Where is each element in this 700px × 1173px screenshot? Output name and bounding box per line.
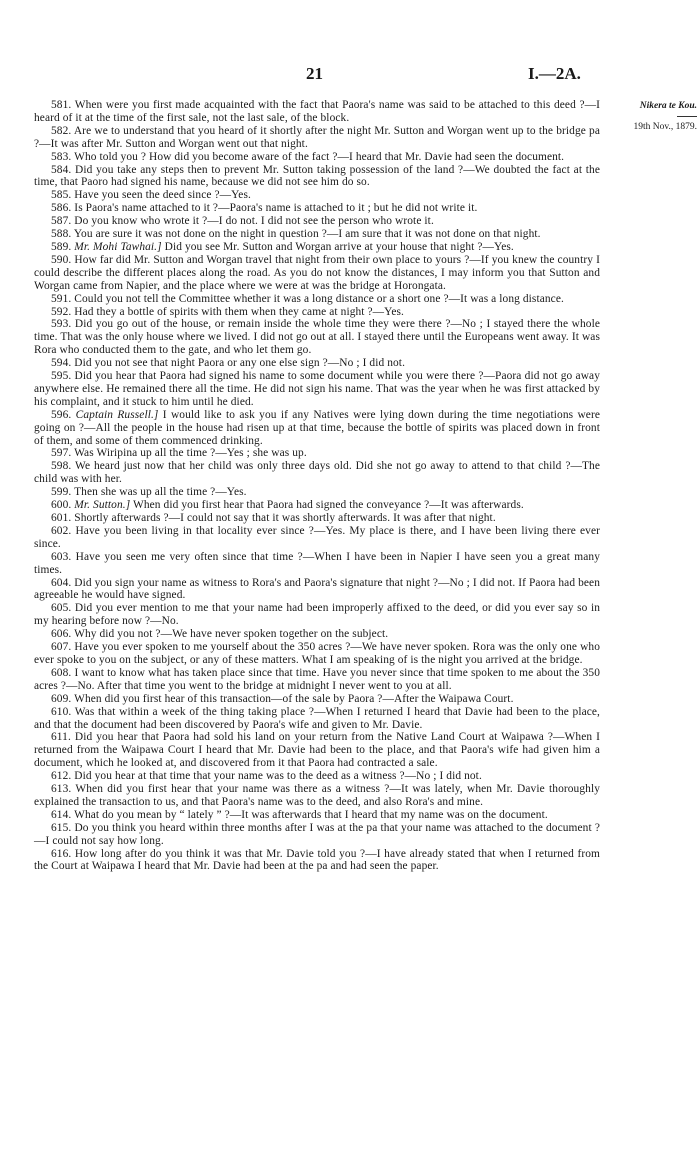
question-answer-text: Is Paora's name attached to it ?—Paora's name is attached to it ; but he did not write it. [74, 202, 478, 215]
margin-rule [677, 116, 697, 117]
testimony-paragraph [34, 577, 600, 603]
question-number: 612. [51, 770, 72, 783]
question-answer-text: When did you first hear of this transaction—of the sale by Paora ?—After the Waipawa Court. [74, 692, 514, 705]
testimony-date: 19th Nov., 1879. [633, 122, 697, 132]
testimony-paragraph [34, 99, 600, 125]
question-number: 613. [51, 783, 72, 796]
testimony-paragraph [34, 306, 600, 319]
question-number: 582. [51, 124, 72, 137]
testimony-paragraph [34, 809, 600, 822]
question-number: 606. [51, 628, 72, 641]
question-number: 607. [51, 641, 72, 654]
question-answer-text: Did you sign your name as witness to Rora's and Paora's signature that night ?—No ; I did not. If Paora had been agreeable he would have signed. [34, 576, 600, 602]
question-answer-text: Do you think you heard within three months after I was at the pa that your name was attached to the document ?—I could not say how long. [34, 821, 600, 847]
question-answer-text: When were you first made acquainted with the fact that Paora's name was said to be attached to this deed ?—I heard of it at the time of the first sale, not the last sale, of the block. [34, 99, 601, 124]
witness-name: Nikera te Kou. [639, 101, 697, 111]
question-number: 588. [51, 228, 72, 241]
testimony-paragraph [34, 318, 600, 357]
question-answer-text: I would like to ask you if any Natives were lying down during the time negotiations were going on ?—All the people in the house had risen up at that time, because the bottle of spirits was placed down in front of them, and some of them commenced drinking. [34, 408, 601, 447]
testimony-paragraph [34, 512, 600, 525]
testimony-paragraph [34, 641, 600, 667]
question-number: 593. [51, 318, 72, 331]
question-answer-text: What do you mean by “ lately ” ?—It was afterwards that I heard that my name was on the document. [74, 808, 548, 821]
testimony-paragraph [34, 706, 600, 732]
margin-note [605, 100, 697, 133]
testimony-paragraph [34, 460, 600, 486]
question-number: 589. [51, 240, 72, 253]
question-number: 615. [51, 821, 72, 834]
question-number: 592. [51, 305, 72, 318]
testimony-paragraph [34, 189, 600, 202]
testimony-paragraph [34, 693, 600, 706]
question-answer-text: Did you hear that Paora had sold his land on your return from the Native Land Court at Waipawa ?—When I returned from the Waipawa Court I heard that Mr. Davie had been to the place, and that Paora's wife had given him a document, which he looked at, and discovered from it that Paora had contracted a sale. [34, 731, 600, 770]
speaker-label: Mr. Mohi Tawhai.] [74, 240, 162, 253]
speaker-label: Captain Russell.] [75, 408, 159, 421]
question-number: 601. [51, 512, 72, 524]
question-number: 616. [51, 847, 72, 860]
testimony-paragraph [34, 602, 600, 628]
testimony-paragraph [34, 164, 600, 190]
testimony-paragraph [34, 293, 600, 306]
testimony-paragraph [34, 731, 600, 770]
testimony-paragraph [34, 525, 600, 551]
question-answer-text: When did you first hear that your name was there as a witness ?—It was lately, when Mr. Davie thoroughly explained the transaction to us, and that Paora's name was to the deed, and also Rora's and mine. [34, 783, 600, 808]
question-answer-text: Do you know who wrote it ?—I do not. I did not see the person who wrote it. [74, 215, 434, 228]
question-number: 602. [51, 524, 72, 537]
question-answer-text: When did you first hear that Paora had signed the conveyance ?—It was afterwards. [133, 499, 524, 512]
question-answer-text: Did you not see that night Paora or any one else sign ?—No ; I did not. [74, 357, 406, 370]
question-answer-text: Was Wiripina up all the time ?—Yes ; she was up. [74, 447, 307, 460]
page-number: 21 [306, 64, 323, 83]
speaker-label: Mr. Sutton.] [74, 499, 131, 512]
question-answer-text: Was that within a week of the thing taking place ?—When I returned I heard that Davie had been to the place, and that the document had been discovered by Paora's wife and given to Mr. Davie. [34, 705, 601, 731]
testimony-paragraph [34, 357, 600, 370]
page-header [0, 64, 700, 88]
testimony-paragraph [34, 370, 600, 409]
question-answer-text: Are we to understand that you heard of it shortly after the night Mr. Sutton and Worgan went up to the bridge pa ?—It was after Mr. Sutton and Worgan went out that night. [34, 124, 600, 150]
testimony-body [34, 99, 600, 873]
question-number: 597. [51, 447, 72, 460]
testimony-paragraph [34, 202, 600, 215]
question-answer-text: Have you seen the deed since ?—Yes. [74, 189, 251, 202]
question-number: 603. [51, 550, 72, 563]
question-answer-text: Did you hear at that time that your name was to the deed as a witness ?—No ; I did not. [74, 770, 482, 783]
question-answer-text: Have you ever spoken to me yourself about the 350 acres ?—We have never spoken. Rora was the only one who ever spoke to you on the subject, or any of these matters. What I am speaking of is the night you arrived at the bridge. [34, 641, 600, 666]
question-number: 584. [51, 163, 72, 176]
question-answer-text: Did you take any steps then to prevent Mr. Sutton taking possession of the land ?—We doubted the fact at the time, that Paoro had signed his name, because we did not see him do so. [34, 163, 600, 189]
testimony-paragraph [34, 228, 600, 241]
question-answer-text: Why did you not ?—We have never spoken together on the subject. [74, 628, 389, 641]
question-number: 587. [51, 215, 72, 228]
question-number: 610. [51, 705, 72, 718]
question-answer-text: How long after do you think it was that Mr. Davie told you ?—I have already stated that when I returned from the Court at Waipawa I heard that Mr. Davie had been at the pa and had seen the paper. [34, 847, 601, 873]
testimony-paragraph [34, 848, 600, 874]
question-number: 596. [51, 408, 72, 421]
testimony-paragraph [34, 770, 600, 783]
testimony-paragraph [34, 486, 600, 499]
testimony-paragraph [34, 499, 600, 512]
testimony-paragraph [34, 667, 600, 693]
question-number: 591. [51, 292, 72, 305]
testimony-paragraph [34, 151, 600, 164]
question-answer-text: Have you been living in that locality ever since ?—Yes. My place is there, and I have been living there ever since. [34, 524, 600, 550]
testimony-paragraph [34, 254, 600, 293]
question-number: 611. [51, 731, 71, 744]
question-number: 614. [51, 808, 72, 821]
testimony-paragraph [34, 241, 600, 254]
question-answer-text: Did you see Mr. Sutton and Worgan arrive at your house that night ?—Yes. [164, 240, 514, 253]
question-number: 585. [51, 189, 72, 202]
testimony-paragraph [34, 409, 600, 448]
testimony-paragraph [34, 628, 600, 641]
testimony-paragraph [34, 215, 600, 228]
series-reference: I.—2A. [528, 64, 581, 83]
question-number: 583. [51, 150, 72, 163]
question-number: 608. [51, 666, 72, 679]
question-answer-text: Could you not tell the Committee whether it was a long distance or a short one ?—It was a long distance. [74, 292, 564, 305]
question-number: 605. [51, 602, 72, 615]
question-number: 600. [51, 499, 72, 512]
testimony-paragraph [34, 125, 600, 151]
question-answer-text: Did you hear that Paora had signed his name to some document while you were there ?—Paora did not go away anywhere else. He remained there all the time. He did not sign his name. That was the year when he was first attacked by his complaint, and it stuck to him until he died. [34, 370, 600, 408]
question-answer-text: Did you go out of the house, or remain inside the whole time they were there ?—No ; I stayed there the whole time. That was the only house where we lived. I did not go out at all. I stayed there until the Europeans went away. It was Rora who conducted them to the gate, and who let them go. [34, 318, 600, 357]
testimony-paragraph [34, 551, 600, 577]
question-number: 581. [51, 99, 72, 111]
question-number: 604. [51, 576, 72, 589]
testimony-paragraph [34, 783, 600, 809]
question-answer-text: I want to know what has taken place since that time. Have you never since that time spoken to me about the 350 acres ?—No. After that time you went to the bridge at midnight I never went to you at all. [34, 666, 600, 692]
question-number: 599. [51, 486, 72, 499]
question-number: 586. [51, 202, 72, 215]
question-number: 598. [51, 460, 72, 473]
question-answer-text: We heard just now that her child was only three days old. Did she not go away to attend to that child ?—The child was with her. [34, 460, 600, 486]
question-number: 609. [51, 692, 72, 705]
question-answer-text: Then she was up all the time ?—Yes. [74, 486, 247, 499]
testimony-paragraph [34, 822, 600, 848]
question-answer-text: Who told you ? How did you become aware of the fact ?—I heard that Mr. Davie had seen the document. [74, 150, 565, 163]
question-number: 594. [51, 357, 72, 370]
question-answer-text: You are sure it was not done on the night in question ?—I am sure that it was not done on that night. [73, 228, 541, 241]
question-number: 595. [51, 370, 72, 383]
question-answer-text: Had they a bottle of spirits with them when they came at night ?—Yes. [74, 305, 404, 318]
testimony-paragraph [34, 447, 600, 460]
question-answer-text: Shortly afterwards ?—I could not say that it was shortly afterwards. It was after that night. [74, 512, 496, 524]
question-number: 590. [51, 253, 72, 266]
question-answer-text: Did you ever mention to me that your name had been improperly affixed to the deed, or did you ever say so in my hearing before now ?—No. [34, 602, 601, 628]
question-answer-text: Have you seen me very often since that time ?—When I have been in Napier I have seen you a great many times. [34, 550, 600, 576]
question-answer-text: How far did Mr. Sutton and Worgan travel that night from their own place to yours ?—If you knew the country I could describe the different places along the road. As you do not know the distances, I may inform you that Sutton and Worgan came from Napier, and the place where we were at was the bridge at Horongata. [34, 253, 600, 292]
